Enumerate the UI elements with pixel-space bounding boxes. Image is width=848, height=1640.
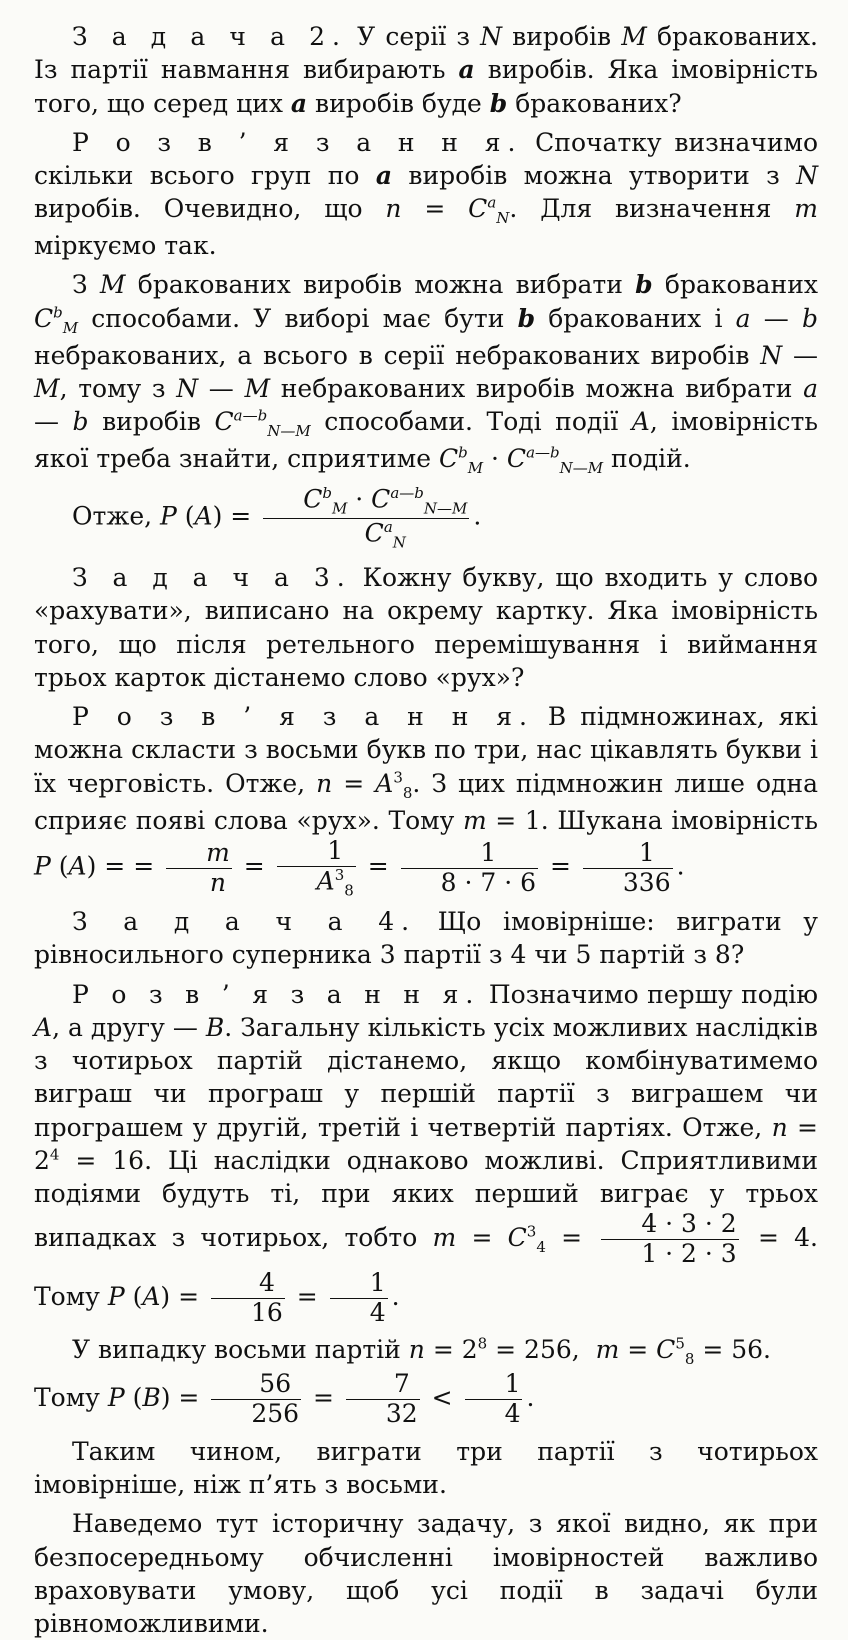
fraction: $\frac{m}{n}$ [166,839,232,898]
solution-2-p2: З M бракованих виробів можна вибрати b бракованих $C^b_M$ способами. У виборі має бути b бракованих і a — b небракованих, а всього в серії небракованих виробів N — M, тому з N — M небракованих виробів можна вибрати a — b виробів $C^{a—b}_{N—M}$ способами. Тоді події A, імовірність якої треба знайти, сприятиме $C^b_M \cdot C^{a—b}_{N—M}$ подій. [34,270,819,478]
solution-2-p1: Р о з в ’ я з а н н я. Спочатку визначимо скільки всього груп по a виробів можна утворити з N виробів. Очевидно, що $n = C^a_N$. Для визначення m міркуємо так. [34,127,819,261]
fraction: $\frac{1}{4}$ [330,1269,388,1328]
historical-intro: Наведемо тут історичну задачу, з якої видно, як при безпосередньому обчисленні імовірностей важливо враховувати умову, щоб усі події в задачі були рівноможливими. [34,1509,818,1639]
fraction: $\frac{4}{16}$ [211,1269,285,1328]
problem-3: З а д а ч а 3. Кожну букву, що входить у слово «рахувати», виписано на окрему картку. Яка імовірність того, що після ретельного перемішування і виймання трьох карток дістанемо слово «рух»? [34,563,819,692]
fraction: $\frac{1}{336}$ [583,839,673,898]
fraction: $C^b_M \cdot C^{a—b}_{N—M}$ $C^a_N$ [263,485,469,551]
conclusion: Таким чином, виграти три партії з чотирьох імовірніше, ніж п’ять з восьми. [34,1436,818,1500]
problem-4: З а д а ч а 4. Що імовірніше: виграти у рівносильного суперника 3 партії з 4 чи 5 партій з 8? [34,907,819,970]
fraction: $\frac{56}{256}$ [211,1370,301,1429]
problem-2: З а д а ч а 2. У серії з N виробів M бракованих. Із партії навмання вибирають a виробів. Яка імовірність того, що серед цих a виробів буде b бракованих? [34,22,819,118]
fraction: $\frac{1}{4}$ [465,1370,523,1429]
fraction: $\frac{4 \cdot 3 \cdot 2}{1 \cdot 2 \cdot 3}$ [601,1210,738,1269]
formula-p-a: Отже, P (A) = $C^b_M \cdot C^{a—b}_{N—M}$ $C^a_N$ . [72,484,482,551]
solution-4: Р о з в ’ я з а н н я. Позначимо першу подію A, а другу — B. Загальну кількість усіх можливих наслідків з чотирьох партій дістанемо, якщо комбінуватимемо виграш чи програш у першій партії з виграшем чи програшем у другій, третій і четвертій партіях. Отже, $n = 2^4 = 16$. Ці наслідки однаково можливі. Сприятливими подіями будуть ті, при яких перший виграє у трьох випадках з чотирьох, тобто $m = C^3_4$ = $\frac{4 \cdot 3 \cdot 2}{1 \cdot 2 \cdot 3}$ = 4. Тому P (A) = $\frac{4}{16}$ = $\frac{1}{4}$ . [34,979,818,1327]
fraction: $\frac{7}{32}$ [346,1370,420,1429]
fraction: $\frac{1}{8 \cdot 7 \cdot 6}$ [401,839,538,898]
solution-3: Р о з в ’ я з а н н я. В підмножинах, які можна скласти з восьми букв по три, нас цікавлять букви і їх черговість. Отже, $n = A^3_8$. З цих підмножин лише одна сприяє появі слова «рух». Тому m = 1. Шукана імовірність P (A) = = $\frac{m}{n}$ = $\frac{1}{A^3_8}$ = $\frac{1}{8 \cdot 7 \cdot 6}$ = $\frac{1}{336}$ . [34,702,819,899]
fraction: $\frac{1}{A^3_8}$ [277,837,356,899]
solution-4-eight-games: У випадку восьми партій $n = 2^8 = 256$, $m = C^5_8 = 56$. Тому P (B) = $\frac{56}{256}$ = $\frac{7}{32}$ < $\frac{1}{4}$ . [34,1335,772,1429]
